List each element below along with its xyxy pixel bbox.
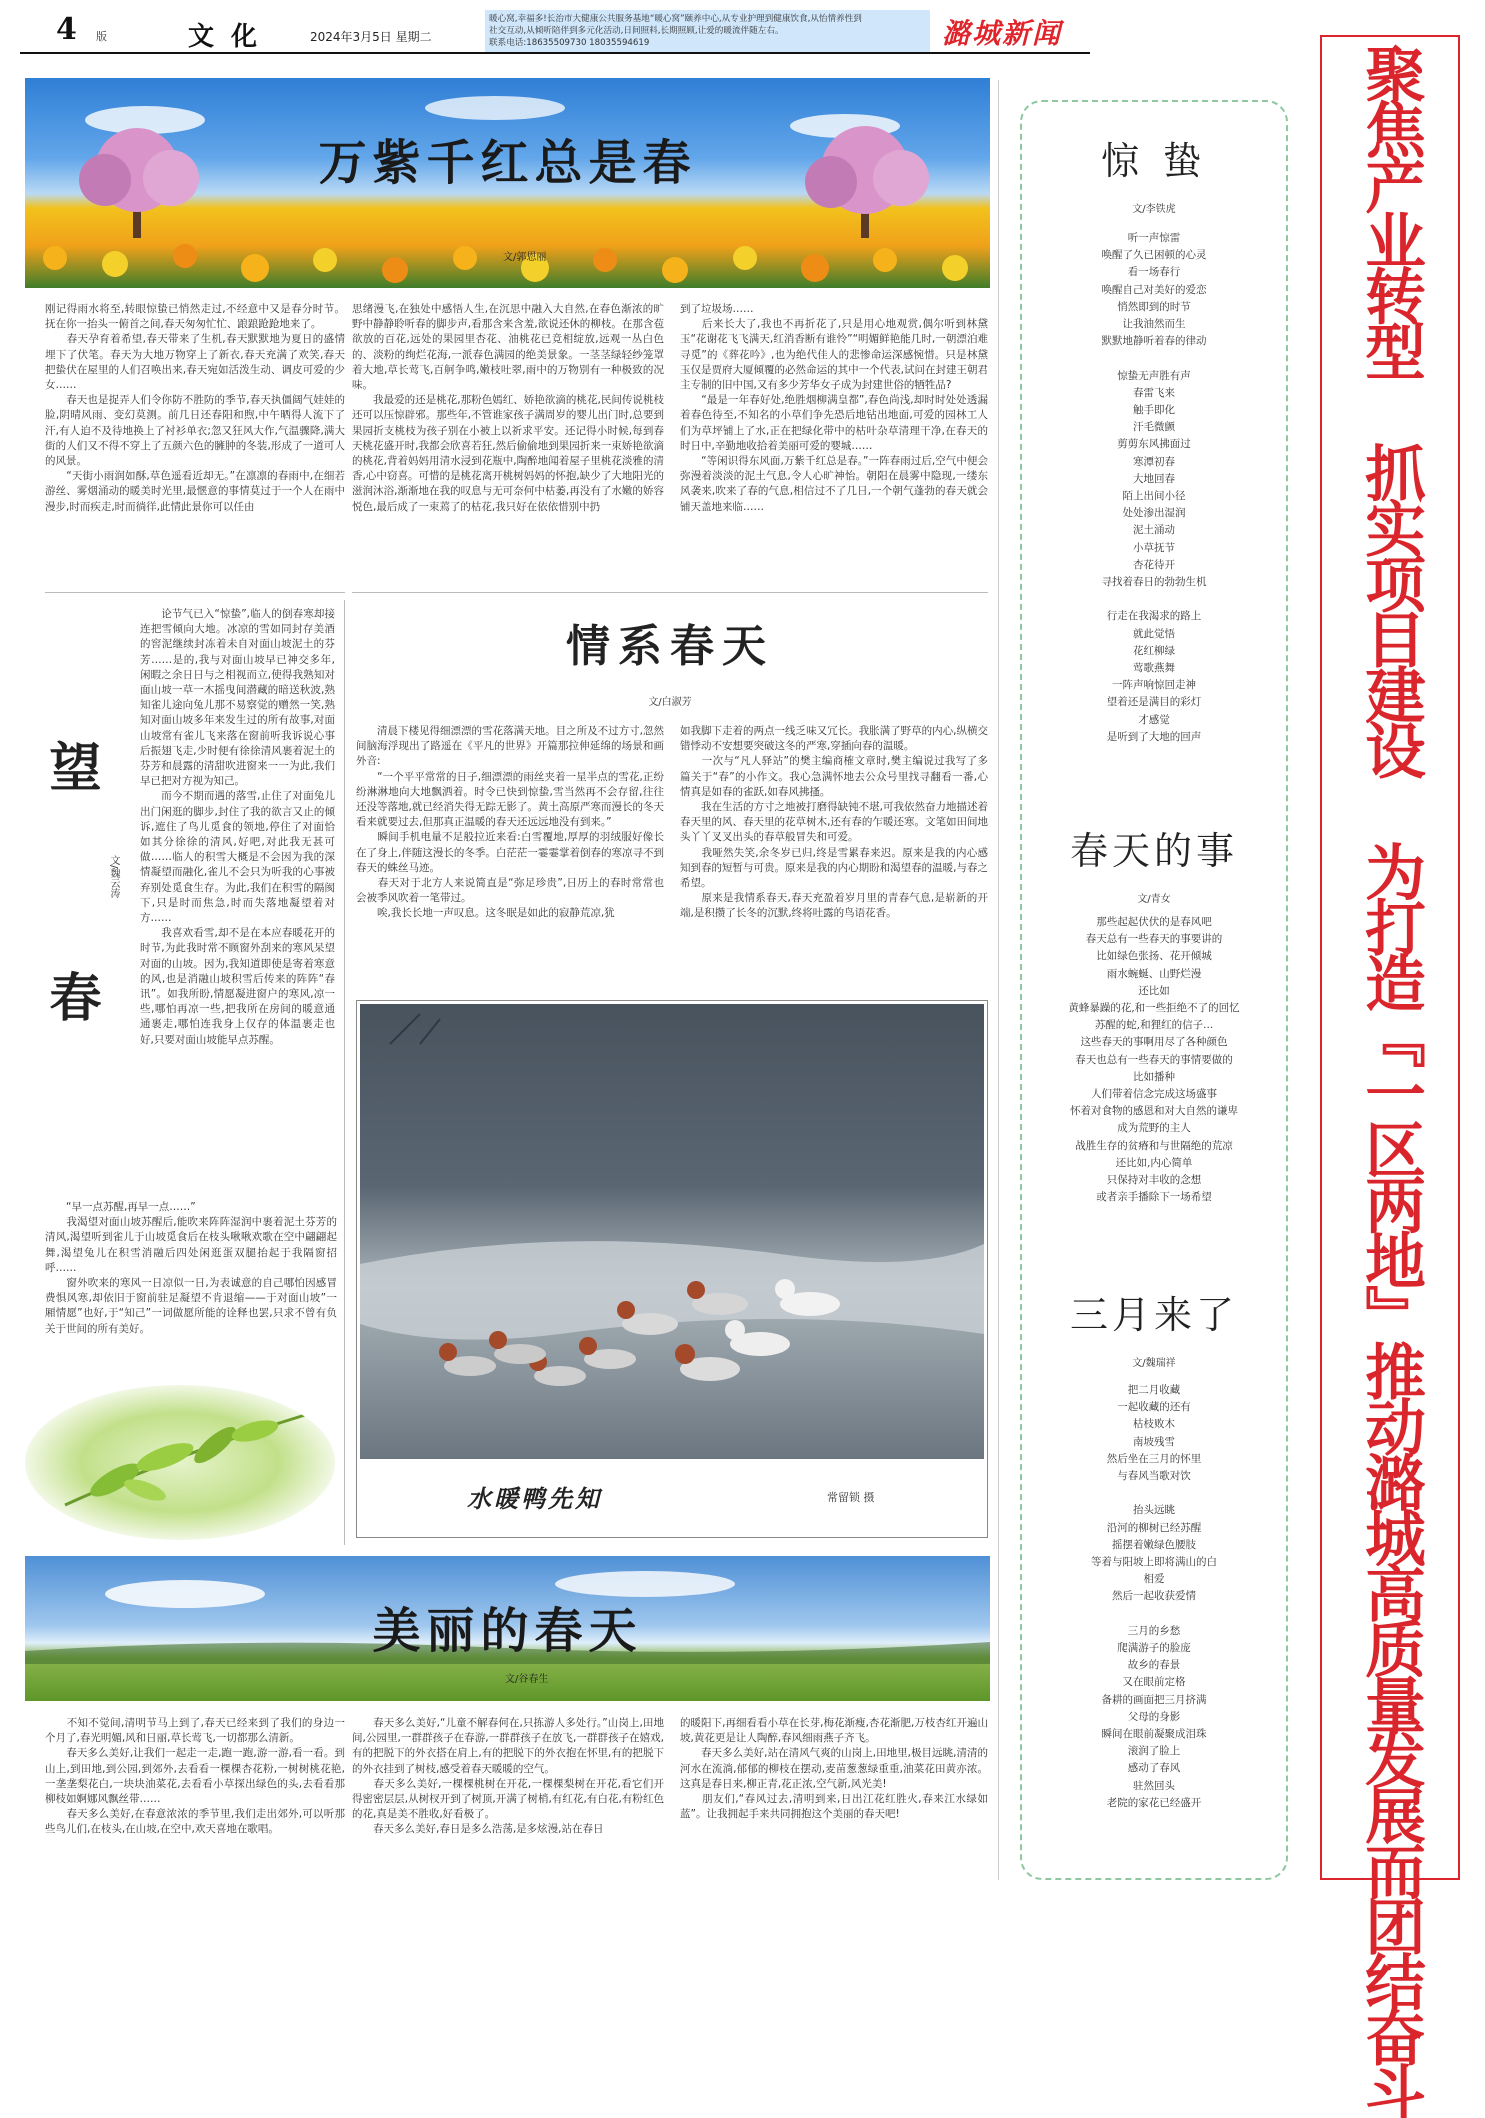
article2-byline: 文/魏云涛 [108,855,119,899]
photo-caption: 水暖鸭先知 [467,1484,602,1513]
article2-title: 望 春 [40,740,101,1103]
ad-line-2: 社交互动,从倾听陪伴到多元化活动,日间照料,长期照顾,让爱的暖流伴随左右。 [489,26,784,36]
side-slogan-text: 聚焦产业转型 抓实项目建设 为打造『一区两地』推动潞城高质量发展而团结奋斗 [1355,43,1426,2118]
page-number-suffix: 版 [96,30,107,43]
photo-credit: 常留锁 摄 [827,1491,875,1504]
duck-photo-frame [356,1000,988,1538]
poem1-text: 听一声惊雷 唤醒了久已困顿的心灵 看一场春行 唤醒自己对美好的爱恋 悄然即到的时节 让我油然而生 默默地静听着春的律动 惊蛰无声胜有声 春雷飞来 触手即化 汗毛微颤 剪剪东风拂面过 寒潭初春 大地回春 陌上出间小径 处处渗出湿润 泥土涌动 小草抚节 杏花待开 寻找着春日的勃勃生机 行走在我渴求的路上 就此觉悟 花红柳绿 莺歌燕舞 一阵声响惊回走神 望着还是满目的彩灯 才感觉 是听到了大地的回声 [1101,232,1207,743]
poem1-byline: 文/李铁虎 [1132,204,1176,215]
article1-bottom-rule [45,592,345,593]
article1-col2: 思绪漫飞,在独处中感悟人生,在沉思中融入大自然,在春色渐浓的旷野中静静聆听春的脚步声,看那含来含羞,欲说还休的柳枝。在那含苞欲放的百花,远处的果园里杏花、油桃花已竞相绽放,远观一丛白色的、淡粉的绚烂花海,一派春色满园的绝美景象。一茎茎绿轻纱笼罩着大地,草长莺飞,百舸争鸣,嫩枝吐翠,雨中的万物别有一种极致的况味。 我最爱的还是桃花,那粉色嫣红、娇艳欲滴的桃花,民间传说桃枝还可以压惊辟邪。那些年,不管谁家孩子满周岁的婴儿出门时,总要到果园折支桃枝为孩子别在小被上以祈求平安。还记得小时候,每到春天桃花盛开时,我都会欣喜若狂,然后偷偷地到果园折来一束娇艳欲滴的桃花,背着妈妈用清水浸到花瓶中,陶醉地闻着屋子里桃花淡雅的清香,心中窃喜。可惜的是桃花离开桃树妈妈的怀抱,缺少了大地阳光的滋润沐浴,渐渐地在我的叹息与无可奈何中枯萎,再没有了水嫩的娇容悦色,最后成了一束蔫了的枯花,我只好在依依惜别中扔 [352,303,664,513]
article1-col1: 刚记得雨水将至,转眼惊蛰已悄然走过,不经意中又是春分时节。抚在你一抬头一俯首之间,春天匆匆忙忙、踉踉跄跄地来了。 春天孕育着希望,春天带来了生机,春天默默地为夏日的盛情埋下了伏笔。春天为大地万物穿上了新衣,春天充满了欢笑,春天把蛰伏在屋里的人们召唤出来,春天宛如活泼生动、调皮可爱的少女…… 春天也是捉弄人们令你防不胜防的季节,春天执僵阔气娃娃的脸,阴晴风雨、变幻莫测。前几日还春阳和煦,中午晒得人流下了汗,有人迫不及待地换上了衬衫单衣;忽又狂风大作,气温骤降,满大街的人们又不得不穿上了五颜六色的臃肿的冬装,形成了一道可人的风景。 “天街小雨润如酥,草色遥看近却无。”在凛凛的春雨中,在细若游丝、雾烟涌动的暖美时光里,最惬意的事情莫过于一个人在雨中漫步,时而疾走,时而徜徉,此情此景你可以任由 [45,303,345,513]
ducks-on-water-illustration [360,1004,984,1459]
green-leaves-icon [25,1385,335,1540]
column-divider-left [344,600,345,1545]
article3-byline: 文/白淑芳 [648,697,692,708]
article1-title: 万紫千红总是春 [318,135,697,191]
article1-byline: 文/郭恩丽 [503,252,547,263]
ad-line-3: 联系电话:18635509730 18035594619 [489,38,650,48]
header-rule [20,52,1090,54]
poem1-title: 惊 蛰 [1100,139,1208,183]
article2-bottom: “早一点苏醒,再早一点……” 我渴望对面山坡苏醒后,能吹来阵阵湿润中裹着泥土芬芳的清风,渴望听到雀儿于山坡觅食后在枝头啾啾欢歌在空中翩翩起舞,渴望兔儿在积雪消融后四处闲逛蛋双腿抬起于我隔窗招呼…… 窗外吹来的寒风一日凉似一日,为表诚意的自己哪怕因感冒费惧风寒,却依旧于窗前驻足凝望不肯退缩——于对面山坡”一厢情愿”也好,于“知己”一词做愿所能的诠释也罢,只求不曾有负关于世间的所有美好。 [45,1201,337,1335]
article4-col3: 的暖阳下,再细看看小草在长芽,梅花渐瘦,杏花渐肥,万枝杏红开遍山坡,黄花更是让人陶醉,春风细雨燕子齐飞。 春天多么美好,站在清风气爽的山岗上,田地里,极目远眺,清清的河水在流淌,郁郁的柳枝在摆动,麦苗葱葱绿重重,油菜花田黄亦浓。这真是春日来,柳正青,花正浓,空气新,风光美! 朋友们,“春风过去,清明到来,日出江花红胜火,春来江水绿如蓝”。让我拥起手来共同拥抱这个美丽的春天吧! [680,1717,988,1821]
issue-date: 2024年3月5日 星期二 [310,30,432,44]
ad-box [485,10,930,52]
poetry-column [1020,100,1288,1880]
poem3-title: 三月来了 [1069,1293,1238,1337]
article3-col1: 清晨下楼见得细漂漂的雪花落满天地。目之所及不过方寸,忽然间脑海浮现出了路遥在《平凡的世界》开篇那拉伸延绵的场景和画外音: “一个平平常常的日子,细漂漂的雨丝夹着一星半点的雪花,正纷纷淋淋地向大地飘洒着。时令已快到惊蛰,雪当然再不会存留,往往还没等落地,就已经消失得无踪无影了。黄土高原严寒而漫长的冬天看来就要过去,但那真正温暖的春天还远远地没有到来。” 瞬间手机电量不足般拉近来看:白雪覆地,厚厚的羽绒服好像长在了身上,伴随这漫长的冬季。白茫茫一霎霎掌着倒春的寒凉寻不到春天的蛛丝马迹。 春天对于北方人来说简直是“弥足珍贵”,日历上的春时常常也会被季风吹着一笔带过。 唉,我长长地一声叹息。这冬眠是如此的寂静荒凉,犹 [356,725,664,920]
article3-title: 情系春天 [566,621,774,672]
article4-banner [25,1556,990,1701]
article4-title: 美丽的春天 [372,1603,643,1659]
article1-col3: 到了垃圾场…… 后来长大了,我也不再折花了,只是用心地观赏,偶尔听到林黛玉“花谢花飞飞满天,红消香断有谁怜”“明媚鲜艳能几时,一朝漂泊难寻觅”的《葬花吟》,也为绝代佳人的悲惨命运深感惋惜。只是林黛玉仅是贾府大厦倾覆的必然命运的其中一个代表,试问在封建王朝君主专制的旧中国,又有多少芳华女子成为封建世俗的牺牲品? “最是一年春好处,绝胜烟柳满皇都”,春色尚浅,却时时处处透漏着春色待至,不知名的小草们争先恐后地钻出地面,可爱的园林工人们为草坪铺上了水,正在把绿化带中的枯叶杂草清理干净,在春天的时日中,辛勤地收拾着美丽可爱的婴城…… “等闲识得东风面,万紫千红总是春。”一阵春雨过后,空气中便会弥漫着淡淡的泥土气息,令人心旷神怡。朝阳在晨雾中隐现,一缕东风袭来,吹来了春的气息,相信过不了几日,一个朝气蓬勃的春天就会铺天盖地来临…… [680,303,988,513]
ad-line-1: 暖心窝,幸福多!长治市大健康公共服务基地“暖心窝”颐养中心,从专业护理到健康饮食,从怡情养性到 [489,14,862,24]
poem2-title: 春天的事 [1069,829,1238,873]
leaf-photo [25,1385,335,1540]
article1-banner [25,78,990,288]
article3-col2: 如我脚下走着的两点一线乏味又冗长。我胀满了野草的内心,纵横交错悸动不安想要突破这冬的严寒,穿插向春的温暖。 一次与“凡人驿站”的樊主编商榷文章时,樊主编说过我写了多篇关于“春”的小作文。我心急满怀地去公众号里找寻翻看一番,心情真是如春的雀跃,如春风拂搔。 我在生活的方寸之地被打磨得缺钝不堪,可我依然奋力地描述着春天里的风、春天里的花草树木,还有春的乍暖还寒。文笔如田间地头丫丫叉叉出头的春草般冒失和可爱。 我哑然失笑,余冬岁已归,终是雪累春来迟。原来是我的内心感知到春的短暂与可贵。原来是我的内心期盼和渴望春的温暖,与春之希望。 原来是我情系春天,春天充盈着岁月里的青春气息,是崭新的开端,是积攒了长冬的沉默,终将吐露的鸟语花香。 [680,725,988,920]
poem3-text: 把二月收藏 一起收藏的还有 枯枝败木 南坡残雪 然后坐在三月的怀里 与春风当歌对饮 抬头远眺 沿河的柳树已经苏醒 摇摆着嫩绿色腰肢 等着与阳坡上即将满山的白 相爱 然后一起收获爱情 三月的乡愁 爬满游子的脸庞 故乡的春景 又在眼前定格 备耕的画面把三月挤满 父母的身影 瞬间在眼前凝聚成泪珠 滚润了脸上 感动了春风 驻然回头 老院的家花已经盛开 [1091,1384,1217,1809]
poem2-byline: 文/青女 [1137,894,1171,905]
masthead-logo: 潞城新闻 [942,17,1063,50]
section-title: 文 化 [188,22,262,52]
side-slogan-banner [1320,35,1460,2118]
page-number: 4 [56,12,77,47]
article3-top-rule [352,592,988,593]
poem3-byline: 文/魏瑞祥 [1132,1358,1176,1369]
page-header [20,10,1090,55]
column-divider-right [998,80,999,1880]
poem2-text: 那些起起伏伏的是春风吧 春天总有一些春天的事要讲的 比如绿色张扬、花开倾城 雨水蜿蜒、山野烂漫 还比如 黄蜂暴躁的花,和一些拒绝不了的回忆 苏醒的蛇,和狸红的信子... 这些春天的事啊用尽了各种颜色 春天也总有一些春天的事情要做的 比如播种 人们带着信念完成这场盛事 怀着对食物的感恩和对大自然的谦卑 成为荒野的主人 战胜生存的贫瘠和与世隔绝的荒凉 还比如,内心简单 只保持对丰收的念想 或者亲手播除下一场希望 [1068,916,1240,1204]
duck-photo [360,1004,984,1459]
article4-col1: 不知不觉间,清明节马上到了,春天已经来到了我们的身边一个月了,春光明媚,风和日丽,草长莺飞,一切都那么清新。 春天多么美好,让我们一起走一走,跑一跑,游一游,看一看。到山上,到田地,到公园,到郊外,去看看一棵棵杏花粉,一树树桃花艳,一垄垄梨花白,一块块油菜花,去看看小草探出绿色的头,去看看那柳枝如婀娜风飘丝带…… 春天多么美好,在春意浓浓的季节里,我们走出郊外,可以听那些鸟儿们,在枝头,在山坡,在空中,欢天喜地在歌唱。 [45,1717,345,1836]
page-number-block [28,14,188,46]
article4-byline: 文/谷春生 [505,1674,549,1685]
article4-col2: 春天多么美好,“儿童不解春何在,只拣游人多处行。”山岗上,田地间,公园里,一群群孩子在春游,一群群孩子在放飞,一群群孩子在嬉戏,有的把脱下的外衣搭在肩上,有的把脱下的外衣抱在怀里,有的把脱下的外衣挂到了树枝,感受着春天暖暖的空气。 春天多么美好,一棵棵桃树在开花,一棵棵梨树在开花,看它们开得密密层层,从树杈开到了树顶,开满了树梢,有红花,有白花,有粉红色的花,真是美不胜收,好看极了。 春天多么美好,春日是多么浩荡,是多炫漫,站在春日 [352,1717,664,1836]
article2-main: 论节气已入“惊蛰”,临人的倒春寒却接连把雪倾向大地。冰凉的雪如同封存美酒的窖泥继续封冻着未自对面山坡泥土的芬芳……是的,我与对面山坡早已神交多年,闲暇之余日日与之相视而立,使得我熟知对面山坡一草一木摇曳间潜藏的暗送秋波,熟知雀儿途向兔儿那不易察觉的赠然一笑,熟知对面山坡多年来发生过的所有故事,对面山坡常有雀儿飞来落在窗前听我诉说心事后振翅飞走,少时便有徐徐清风裹着泥土的芬芳和晨露的清甜吹进窗来一一为此,我们早已把对方视为知己。 而今不期而遇的落雪,止住了对面兔儿出门闲逛的脚步,封住了我的欲言又止的倾诉,遮住了鸟儿觅食的领地,停住了对面恰如其分徐徐的清风,好吧,对此我无甚可做……临人的积雪大概是不会因为我的深情凝望而融化,雀儿不会只为听我的心事被弃别处觅食生存。为此,我们在积雪的隔阂下,只是时而焦急,时而失落地凝望着对方…… 我喜欢看雪,却不是在本应春暖花开的时节,为此我时常不顾窗外刮来的寒风呆望对面的山坡。因为,我知道即使是寄着寒意的风,也是消融山坡积雪后传来的阵阵“春讯”。如我所盼,情愿凝进窗户的寒风,凉一些,哪怕再凉一些,把我所在房间的暖意通通裹走,哪怕连我身上仅存的体温裹走也好,只要对面山坡能早点苏醒。 [140,608,335,1046]
